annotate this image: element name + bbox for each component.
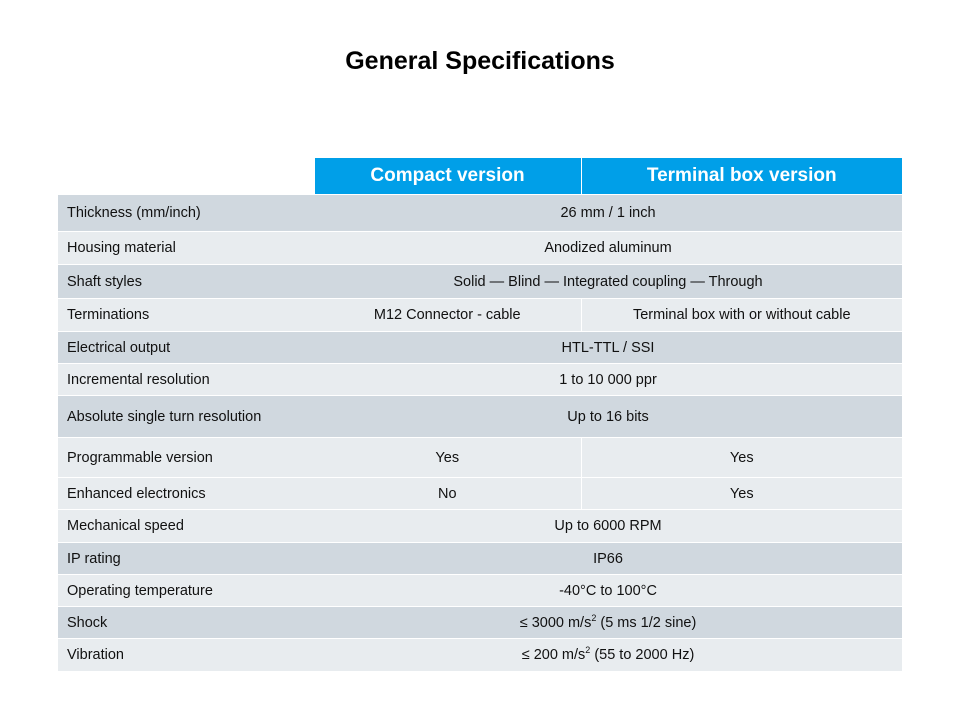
row-label: Mechanical speed <box>58 510 314 543</box>
row-value: 1 to 10 000 ppr <box>314 364 902 396</box>
table-row <box>58 232 902 265</box>
table-row <box>58 478 902 510</box>
row-label: Incremental resolution <box>58 364 314 396</box>
table-row <box>58 364 902 396</box>
row-label: Vibration <box>58 639 314 671</box>
row-label: Operating temperature <box>58 575 314 607</box>
row-label: IP rating <box>58 543 314 575</box>
header-blank-cell <box>58 158 314 195</box>
row-value: Up to 6000 RPM <box>314 510 902 543</box>
value-prefix: ≤ 3000 m/s <box>519 614 592 631</box>
row-label: Programmable version <box>58 438 314 478</box>
header-terminal-box-version: Terminal box version <box>581 158 902 195</box>
table-row <box>58 639 902 671</box>
row-terminal-value: Yes <box>581 438 902 478</box>
value-superscript: 2 <box>585 644 591 655</box>
table-row <box>58 195 902 232</box>
row-value: 26 mm / 1 inch <box>314 195 902 232</box>
table-row <box>58 607 902 639</box>
row-label: Absolute single turn resolution <box>58 396 314 438</box>
row-value: Solid — Blind — Integrated coupling — Through <box>314 265 902 299</box>
row-value: IP66 <box>314 543 902 575</box>
row-label: Enhanced electronics <box>58 478 314 510</box>
row-value <box>314 607 902 639</box>
row-label: Shock <box>58 607 314 639</box>
row-value: -40°C to 100°C <box>314 575 902 607</box>
row-compact-value: Yes <box>314 438 581 478</box>
row-value: HTL-TTL / SSI <box>314 332 902 364</box>
table-row <box>58 438 902 478</box>
table-row <box>58 265 902 299</box>
row-label: Shaft styles <box>58 265 314 299</box>
row-label: Electrical output <box>58 332 314 364</box>
row-label: Terminations <box>58 299 314 332</box>
table-row <box>58 575 902 607</box>
value-prefix: ≤ 200 m/s <box>521 646 586 663</box>
page-title: General Specifications <box>345 47 615 75</box>
value-suffix: (5 ms 1/2 sine) <box>596 614 697 631</box>
row-value <box>314 639 902 671</box>
specifications-table <box>58 158 902 671</box>
table-row <box>58 299 902 332</box>
table-row <box>58 510 902 543</box>
value-suffix: (55 to 2000 Hz) <box>590 646 695 663</box>
value-superscript: 2 <box>591 612 597 623</box>
row-label: Thickness (mm/inch) <box>58 195 314 232</box>
row-terminal-value: Terminal box with or without cable <box>581 299 902 332</box>
header-compact-version: Compact version <box>314 158 581 195</box>
row-value: Up to 16 bits <box>314 396 902 438</box>
table-row <box>58 543 902 575</box>
row-compact-value: No <box>314 478 581 510</box>
row-compact-value: M12 Connector - cable <box>314 299 581 332</box>
table-row <box>58 332 902 364</box>
table-row <box>58 396 902 438</box>
row-label: Housing material <box>58 232 314 265</box>
row-value: Anodized aluminum <box>314 232 902 265</box>
table-header-row <box>58 158 902 195</box>
row-terminal-value: Yes <box>581 478 902 510</box>
